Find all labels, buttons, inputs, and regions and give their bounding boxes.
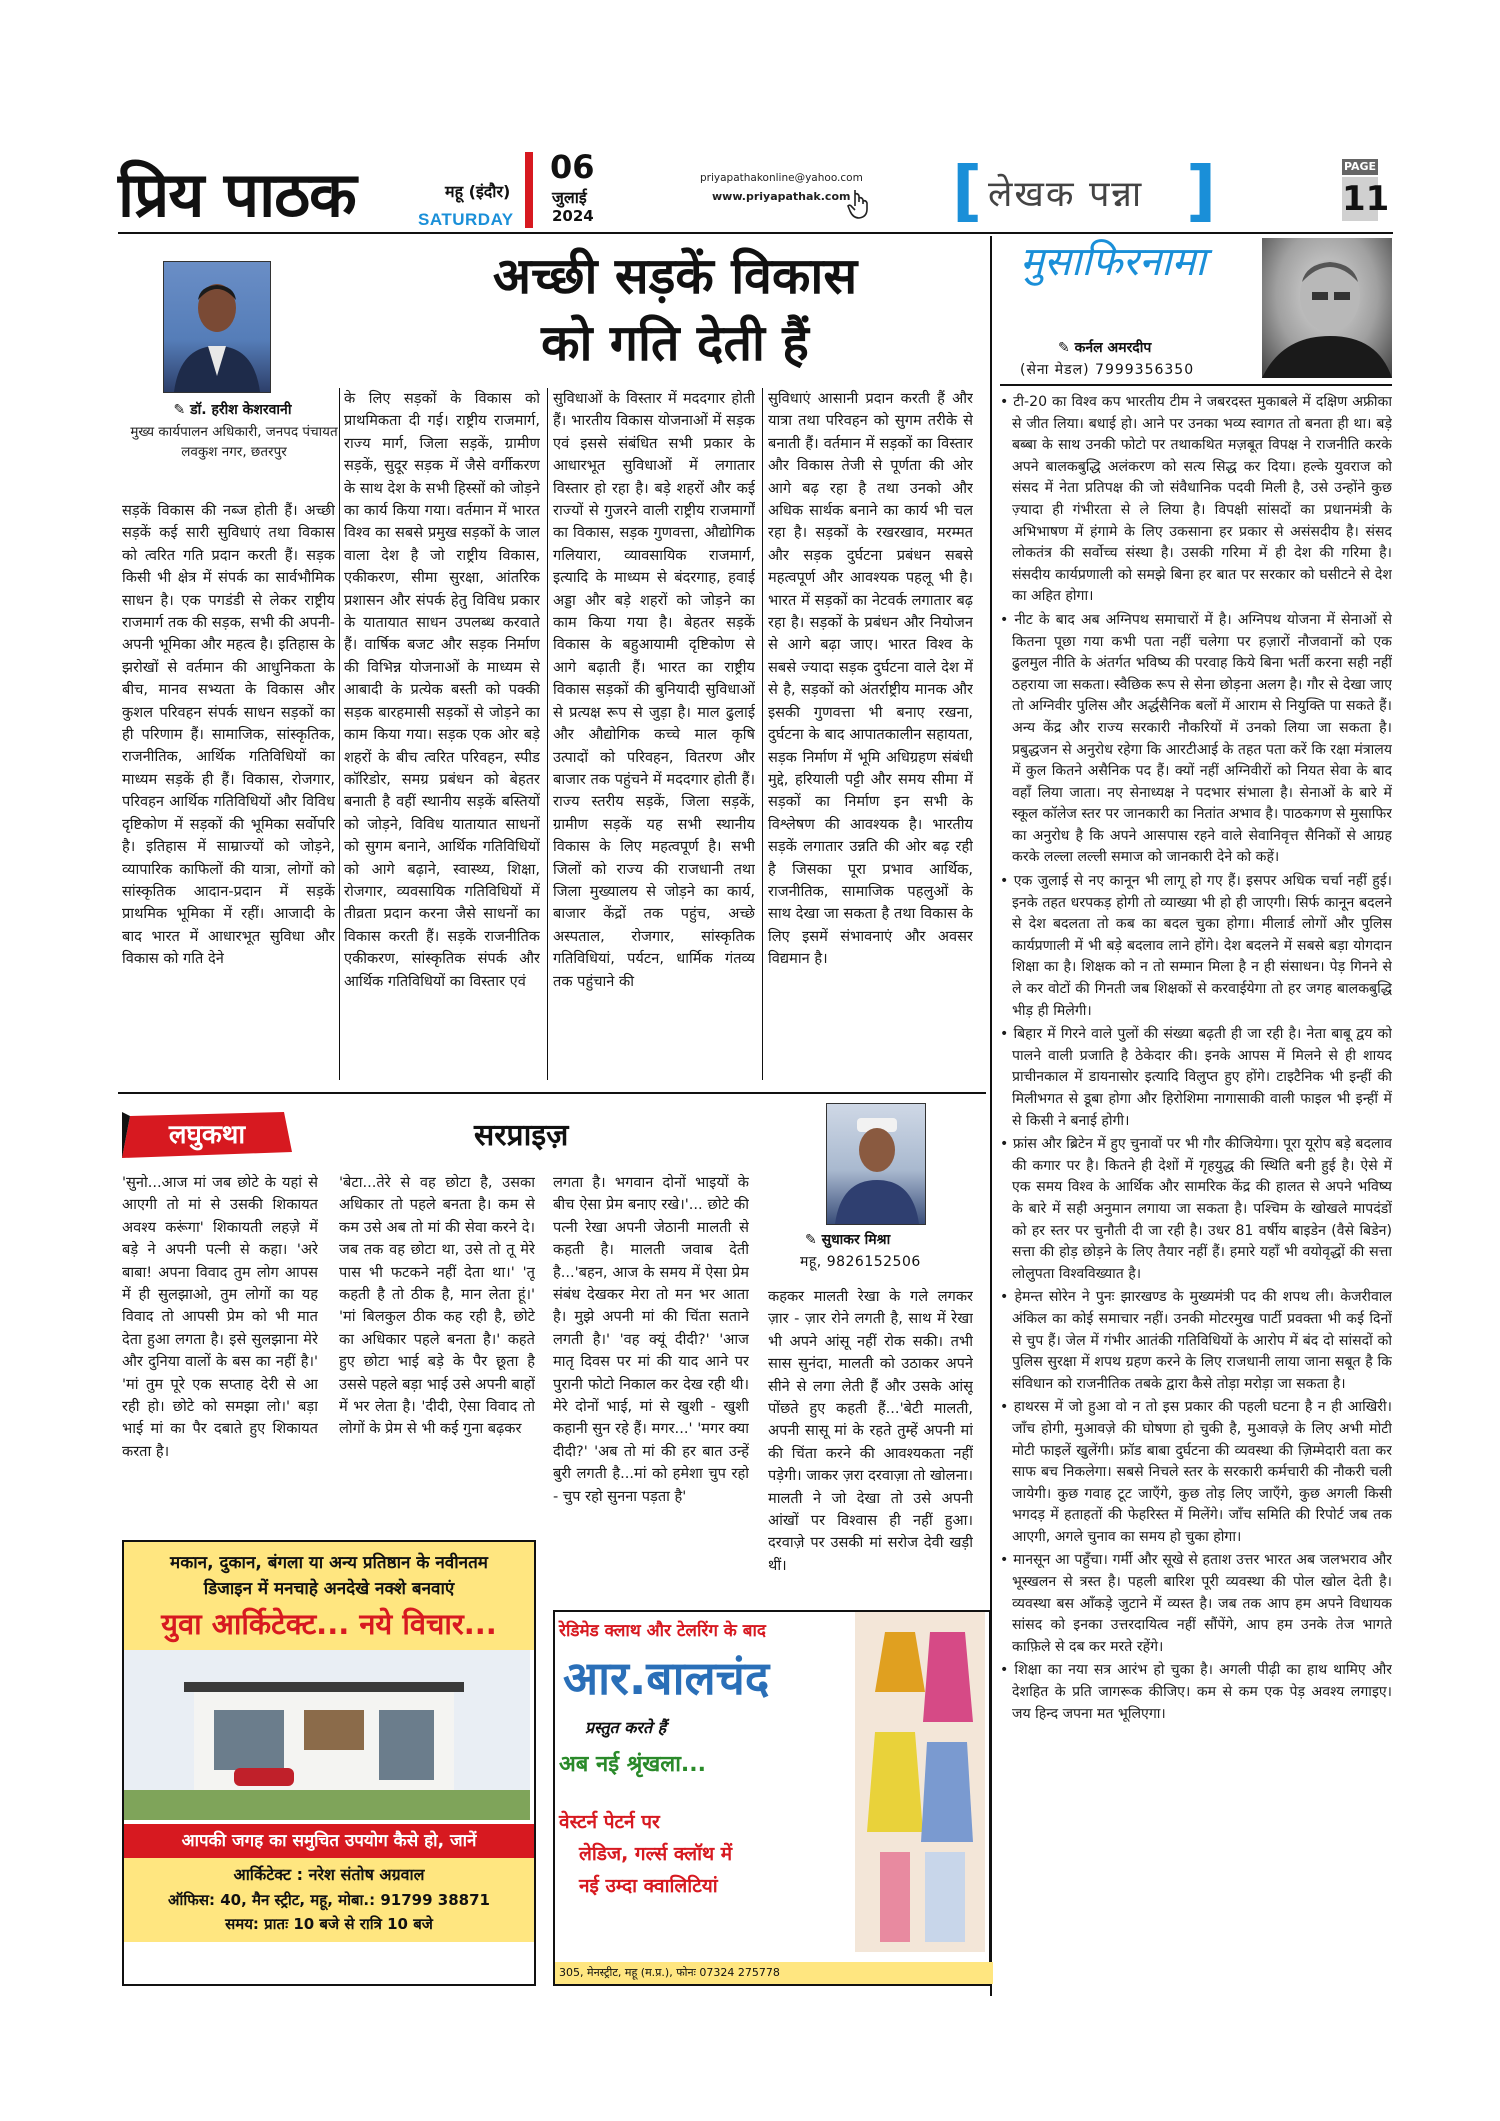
columnist-name: ✎ कर्नल अमरदीप [1058, 340, 1152, 356]
bullet-icon: • [1000, 611, 1015, 628]
article-column-4: सुविधाएं आसानी प्रदान करती हैं और यात्रा तथा परिवहन को सुगम तरीके से बनाती हैं। वर्तमान में सड़कों का विस्तार और विकास तेजी से पूर्णता की ओर आगे बढ़ रहा है तथा उनको और अधिक सार्थक बनाने का कार्य भी चल रहा है। सड़कों के रखरखाव, मरम्मत और सड़क दुर्घटना प्रबंधन सबसे महत्वपूर्ण और आवश्यक पहलू भी है। भारत में सड़कों का नेटवर्क लगातार बढ़ रहा है। सड़कों के प्रबंधन और नियोजन से आगे बढ़ा जाए। भारत विश्व के सबसे ज्यादा सड़क दुर्घटना वाले देश में से है, सड़कों को अंतर्राष्ट्रीय मानक और इसकी गुणवत्ता भी बनाए रखना, दुर्घटना के बाद आपातकालीन सहायता, सड़क निर्माण में भूमि अधिग्रहण संबंधी मुद्दे, हरियाली पट्टी और समय सीमा में सड़कों का निर्माण इन सभी के विश्लेषण की आवश्यक है। भारतीय सड़कें लगातार उन्नति की ओर बढ़ रही है जिसका पूरा प्रभाव आर्थिक, राजनीतिक, सामाजिक पहलुओं के साथ देखा जा सकता है तथा विकास के लिए इसमें संभावनाएं और अवसर विद्यमान है। [768, 390, 973, 968]
column-item-text: बिहार में गिरने वाले पुलों की संख्या बढ़ती ही जा रही है। नेता बाबू द्वय को पालने वाली प्रजाति है ठेकेदार की। इनके आपस में मिलने से ही शायद प्राचीनकाल में डायनासोर इत्यादि विलुप्त हुए होंगे। टाइटैनिक भी इन्हीं की मिलीभगत से डूबा होगा और हिरोशिमा नागासाकी वाली फाइल भी इन्हीं में से किसी ने बनाई होगी। [1012, 1026, 1392, 1129]
column-item [1000, 1287, 1392, 1395]
section-bracket-left: [ [952, 152, 983, 229]
author-name-text: डॉ. हरीश केशरवानी [190, 402, 292, 418]
masthead-rule [118, 232, 1393, 234]
column-item-text: एक जुलाई से नए कानून भी लागू हो गए हैं। इसपर अधिक चर्चा नहीं हुई। इनके तहत धरपकड़ होगी तो व्याख्या भी हो ही जाएगी। सिर्फ कानून बदलने से देश बदलता तो कब का बदल चुका होगा। मीलार्ड लोगों और पुलिस कार्यप्रणाली में भी बड़े बदलाव लाने होंगे। देश बदलने में सबसे बड़ा योगदान शिक्षा का है। शिक्षक को न तो सम्मान मिला है न ही संसाधन। पेड़ गिनने से ले कर वोटों की गिनती जब शिक्षकों से करवाईयेगा तो हर जगह बालकबुद्धि भीड़ ही मिलेगी। [1012, 873, 1392, 1019]
ad-timing: समय: प्रातः 10 बजे से रात्रि 10 बजे [225, 1915, 433, 1933]
column-item [1000, 392, 1392, 608]
column-item-text: टी-20 का विश्व कप भारतीय टीम ने जबरदस्त मुकाबले में दक्षिण अफ्रीका से जीत लिया। बधाई हो। आने पर उनका भव्य स्वागत तो बनता ही था। बड़े बब्बा के साथ उनकी फोटो पर तथाकथित मज़बूत विपक्ष ने राजनीति करके अपने बालकबुद्धि अलंकरण को सत्य सिद्ध कर दिया। हल्के युवराज को संसद में नेता प्रतिपक्ष की जो संवैधानिक पदवी मिली है, उसे उन्होंने कुछ ज़्यादा ही गंभीरता से ले लिया है। विपक्षी सांसदों का प्रधानमंत्री के अभिभाषण में हंगामे के लिए उकसाना हर प्रकार से असंसदीय है। संसद लोकतंत्र की सर्वोच्च संस्था है। उसकी गरिमा में ही देश की गरिमा है। संसदीय कार्यप्रणाली को समझे बिना हर बात पर सरकार को घसीटने से देश का अहित होगा। [1012, 394, 1392, 605]
ad-tagline: आपकी जगह का समुचित उपयोग कैसे हो, जानें [124, 1824, 534, 1858]
ad-line-1: मकान, दुकान, बंगला या अन्य प्रतिष्ठान के नवीनतम [170, 1553, 488, 1573]
cloth-ad-series: अब नई श्रृंखला... [559, 1752, 706, 1777]
column-item-text: शिक्षा का नया सत्र आरंभ हो चुका है। अगली पीढ़ी का हाथ थामिए और देशहित के प्रति जागरूक कीजिए। कम से कम एक पेड़ अवश्य लगाइए। जय हिन्द जपना मत भूलिएगा। [1012, 1662, 1392, 1722]
column-item-text: फ्रांस और ब्रिटेन में हुए चुनावों पर भी गौर कीजियेगा। पूरा यूरोप बड़े बदलाव की कगार पर है। कितने ही देशों में गृहयुद्ध की स्थिति बनी हुई है। ऐसे में एक समय विश्व के आर्थिक और सामरिक केंद्र की हालत से अपने भविष्य के बारे में सही अनुमान लगाया जा सकता है। पश्चिम के खोखले मापदंडों को हर स्तर पर चुनौती दी जा रही है। उधर 81 वर्षीय बाइडेन (वैसे बिडेन) सत्ता की होड़ छोड़ने के लिए तैयार नहीं हैं। हमारे यहाँ भी वयोवृद्धों की सत्ता लोलुपता विश्वविख्यात है। [1012, 1136, 1392, 1282]
story-column-3: लगता है। भगवान दोनों भाइयों के बीच ऐसा प्रेम बनाए रखे।'... छोटे की पत्नी रेखा अपनी जेठानी मालती से कहती है। मालती जवाब देती है...'बहन, आज के समय में ऐसा प्रेम संबंध देखकर मेरा तो मन भर आता है। मुझे अपनी मां की चिंता सताने लगती है।' 'वह क्यूं दीदी?' 'आज मातृ दिवस पर मां की याद आने पर पुरानी फोटो निकाल कर देख रही थी। मेरे दोनों भाई, मां से खुशी - खुशी कहानी सुन रहे हैं। मगर...' 'मगर क्या दीदी?' 'अब तो मां की हर बात उन्हें बुरी लगती है...मां को हमेशा चुप रहो - चुप रहो सुनना पड़ता है' [553, 1174, 749, 1505]
story-author-contact: महू, 9826152506 [800, 1254, 921, 1270]
cloth-ad-header: रेडिमेड क्लाथ और टेलरिंग के बाद [559, 1621, 766, 1641]
article-column-2: के लिए सड़कों के विकास को प्राथमिकता दी गई। राष्ट्रीय राजमार्ग, राज्य मार्ग, जिला सड़कें, ग्रामीण सड़कें, सुदूर सड़क में जैसे वर्गीकरण के साथ देश के सभी हिस्सों को जोड़ने का कार्य किया गया। वर्तमान में भारत विश्व का सबसे प्रमुख सड़कों के जाल वाला देश है जो राष्ट्रीय विकास, एकीकरण, सीमा सुरक्षा, आंतरिक प्रशासन और संपर्क हेतु विविध प्रकार के यातायात साधन उपलब्ध करवाते हैं। वार्षिक बजट और सड़क निर्माण की विभिन्न योजनाओं के माध्यम से आबादी के प्रत्येक बस्ती को पक्की सड़क बारहमासी सड़कों से जोड़ने का काम किया गया। सड़क एक ओर बड़े शहरों के बीच त्वरित परिवहन, स्पीड कॉरिडोर, समग्र प्रबंधन को बेहतर बनाती है वहीं स्थानीय सड़कें बस्तियों को जोड़ने, विविध यातायात साधनों को सुगम बनाने, आर्थिक गतिविधियों को आगे बढ़ाने, स्वास्थ्य, शिक्षा, रोजगार, व्यवसायिक गतिविधियों में तीव्रता प्रदान करना जैसे साधनों का विकास करती हैं। सड़कें राजनीतिक एकीकरण, सांस्कृतिक संपर्क और आर्थिक गतिविधियों का विस्तार एवं [344, 390, 540, 990]
bullet-icon: • [1000, 1136, 1013, 1153]
ad-brand: युवा आर्किटेक्ट... नये विचार... [161, 1607, 497, 1641]
bullet-icon: • [1000, 1399, 1014, 1416]
story-author: ✎ सुधाकर मिश्रा [805, 1232, 891, 1248]
edition-city: महू (इंदौर) [445, 182, 511, 201]
column-item [1000, 1397, 1392, 1548]
column-item-text: हेमन्त सोरेन ने पुनः झारखण्ड के मुख्यमंत्री पद की शपथ ली। केजरीवाल अंकिल का कोई समाचार नहीं। उनकी मोटरमुख पार्टी प्रवक्ता भी कई दिनों से चुप हैं। जेल में गंभीर आतंकी गतिविधियों के आरोप में बंद दो सांसदों को पुलिस सुरक्षा में शपथ ग्रहण करने के लिए राजधानी लाया जाना सबूत है कि संविधान को राजनीतिक तबके द्वारा कैसे तोड़ा मरोड़ा जा सकता है। [1012, 1289, 1392, 1392]
laghukatha-badge: लघुकथा [168, 1120, 246, 1150]
column-item [1000, 1550, 1392, 1658]
column-item [1000, 1134, 1392, 1285]
column-item [1000, 871, 1392, 1022]
column-rule [547, 388, 548, 1080]
column-title: मुसाफिरनामा [1020, 239, 1206, 285]
section-bracket-right: ] [1186, 152, 1217, 229]
cloth-ad-western-3: नई उम्दा क्वालिटियां [579, 1875, 718, 1897]
masthead-divider [525, 152, 533, 228]
author-role: मुख्य कार्यपालन अधिकारी, जनपद पंचायत लवकुश नगर, छतरपुर [130, 424, 338, 460]
cloth-store-ad[interactable] [553, 1610, 991, 1986]
page-label: PAGE [1343, 160, 1377, 173]
article-column-3: सुविधाओं के विस्तार में मददगार होती हैं। भारतीय विकास योजनाओं में सड़क एवं इससे संबंधित सभी प्रकार के आधारभूत सुविधाओं में लगातार विस्तार हो रहा है। बड़े शहरों और कई राज्यों से गुजरने वाली राष्ट्रीय राजमार्गों का विकास, सड़क गुणवत्ता, औद्योगिक गलियारा, व्यावसायिक राजमार्ग, इत्यादि के माध्यम से बंदरगाह, हवाई अड्डा और बड़े शहरों को जोड़ने का काम किया गया है। बेहतर सड़कें विकास के बहुआयामी दृष्टिकोण से आगे बढ़ाती हैं। भारत का राष्ट्रीय विकास सड़कों की बुनियादी सुविधाओं से प्रत्यक्ष रूप से जुड़ा है। माल ढुलाई और औद्योगिक कच्चे माल कृषि उत्पादों को परिवहन, वितरण और बाजार तक पहुंचने में मददगार होती हैं। राज्य स्तरीय सड़कें, जिला सड़कें, ग्रामीण सड़कें यह सभी स्थानीय विकास के लिए महत्वपूर्ण है। सभी जिलों को राज्य की राजधानी तथा जिला मुख्यालय से जोड़ने का कार्य, बाजार केंद्रों तक पहुंच, अच्छे अस्पताल, रोजगार, सांस्कृतिक गतिविधियां, पर्यटन, धार्मिक गंतव्य तक पहुंचाने की [553, 390, 755, 990]
date-month: जुलाई [552, 188, 587, 207]
story-title: सरप्राइज़ [474, 1118, 569, 1153]
architect-ad[interactable] [122, 1540, 536, 1986]
house-illustration [124, 1650, 530, 1820]
headline-line-1: अच्छी सड़कें विकास [492, 247, 858, 305]
ad-architect-name: आर्किटेक्ट : नरेश संतोष अग्रवाल [233, 1865, 425, 1884]
cloth-ad-address: 305, मेनस्ट्रीट, महू (म.प्र.), फोनः 07324 275778 [555, 1962, 993, 1984]
section-title: लेखक पन्ना [988, 174, 1144, 215]
column-item-text: नीट के बाद अब अग्निपथ समाचारों में है। अग्निपथ योजना में सेनाओं से कितना पूछा गया कभी पता नहीं चलेगा पर हज़ारों नौजवानों को एक ढुलमुल नीति के अंतर्गत भविष्य की परवाह किये बिना भर्ती करना सही नहीं ठहराया जा सकता। स्वैछिक रूप से सेना छोड़ना अलग है। गौर से देखा जाए तो अग्निवीर पुलिस और अर्द्धसैनिक बलों में आराम से नियुक्ति पा सकते हैं। अन्य केंद्र और राज्य सरकारी नौकरियों में उनको लिया जा सकता है। प्रबुद्धजन से अनुरोध रहेगा कि आरटीआई के तहत पता करें कि रक्षा मंत्रालय में कुल कितने असैनिक पद हैं। क्यों नहीं अग्निवीरों को नियत सेवा के बाद वहाँ लिया जाता। नए सेनाध्यक्ष ने पदभार संभाला है। सेनाओं के बारे में स्कूल कॉलेज स्तर पर जानकारी का नितांत अभाव है। पाठकगण से मुसाफिर का अनुरोध है कि अपने आसपास रहने वाले सेवानिवृत्त सैनिकों से आग्रह करके लल्ला लल्ली समाज को जानकारी देने को कहें। [1012, 611, 1392, 866]
article-divider [118, 1092, 986, 1094]
cloth-ad-presents: प्रस्तुत करते हैं [585, 1718, 667, 1737]
bullet-icon: • [1000, 1662, 1015, 1679]
headline-line-2: को गति देती हैं [541, 314, 809, 372]
cloth-ad-western-1: वेस्टर्न पेटर्न पर [559, 1811, 660, 1833]
column-item-text: हाथरस में जो हुआ वो न तो इस प्रकार की पहली घटना है न ही आखिरी। जाँच होगी, मुआवज़े की घोषणा हो चुकी है, मुआवज़े के लिए अभी मोटी मोटी फाइलें खुलेंगी। फ्रॉड बाबा दुर्घटना की व्यवस्था की ज़िम्मेदारी वता कर साफ बच निकलेगा। सबसे निचले स्तर के सरकारी कर्मचारी की नौकरी चली जायेगी। कुछ गवाह टूट जाएँगे, कुछ तोड़ लिए जाएँगे, कुछ अगली किसी भगदड़ में हताहतों की फेहरिस्त में मिलेंगे। जाँच समिति की रिपोर्ट जब तक आएगी, अगले चुनाव का समय हो चुका होगा। [1012, 1399, 1392, 1545]
story-column-4: कहकर मालती रेखा के गले लगकर ज़ार - ज़ार रोने लगती है, साथ में रेखा भी अपने आंसू नहीं रोक सकी। तभी सास सुनंदा, मालती को उठाकर अपने सीने से लगा लेती हैं और उसके आंसू पोंछते हुए कहती हैं...'बेटी मालती, अपनी सासू मां के रहते तुम्हें अपनी मां की चिंता करने की आवश्यकता नहीं पड़ेगी। जाकर ज़रा दरवाज़ा तो खोलना। मालती ने जो देखा तो उसे अपनी आंखों पर विश्वास ही नहीं हुआ। दरवाज़े पर उसकी मां सरोज देवी खड़ी थीं। [768, 1288, 973, 1574]
weekday: SATURDAY [418, 210, 514, 229]
email-address[interactable]: priyapathakonline@yahoo.com [700, 172, 863, 184]
bullet-icon: • [1000, 1289, 1015, 1306]
column-items [1000, 392, 1392, 1982]
ad-office: ऑफिस: 40, मैन स्ट्रीट, महू, मोबा.: 91799 38871 [168, 1891, 490, 1909]
pointer-hand-icon [846, 188, 874, 220]
bullet-icon: • [1000, 873, 1014, 890]
columnist-name-text: कर्नल अमरदीप [1074, 340, 1152, 356]
date-year: 2024 [552, 207, 594, 225]
article-column-1: सड़कें विकास की नब्ज होती हैं। अच्छी सड़कें कई सारी सुविधाएं तथा विकास को त्वरित गति प्रदान करती हैं। सड़क किसी भी क्षेत्र में संपर्क का सार्वभौमिक साधन है। एक पगडंडी से लेकर राष्ट्रीय राजमार्ग तक की सड़क, सभी की अपनी-अपनी भूमिका और महत्व है। इतिहास के झरोखों से वर्तमान की आधुनिकता के बीच, मानव सभ्यता के विकास और कुशल परिवहन संपर्क साधन सड़कों का ही परिणाम हैं। सामाजिक, सांस्कृतिक, राजनीतिक, आर्थिक गतिविधियों का माध्यम सड़कें ही हैं। विकास, रोजगार, परिवहन आर्थिक गतिविधियों और विविध दृष्टिकोण में सड़कों की भूमिका सर्वोपरि है। इतिहास में साम्राज्यों को जोड़ने, व्यापारिक काफिलों की यात्रा, लोगों को सांस्कृतिक आदान-प्रदान में सड़कें प्राथमिक भूमिका में रहीं। आजादी के बाद भारत में आधारभूत सुविधा और विकास को गति देने [122, 502, 335, 968]
column-rule [339, 388, 340, 1080]
bullet-icon: • [1000, 394, 1014, 410]
column-header-rule [1000, 384, 1392, 386]
newspaper-logo: प्रिय पाठक [118, 158, 356, 231]
column-item [1000, 1024, 1392, 1132]
story-author-photo [826, 1103, 926, 1225]
date-number: 06 [550, 148, 595, 186]
story-column-1: 'सुनो...आज मां जब छोटे के यहां से आएगी तो मां से उसकी शिकायत अवश्य करूंगा' शिकायती लहज़े में बड़े ने अपनी पत्नी से कहा। 'अरे बाबा! अपना विवाद तुम लोग आपस में ही सुलझाओ, तुम लोगों का यह विवाद तो आपसी प्रेम को भी मात देता हुआ लगता है। इसे सुलझाना मेरे और दुनिया वालों के बस का नहीं है।' 'मां तुम पूरे एक सप्ताह देरी से आ रही हो। छोटे को समझा लो।' बड़ा भाई मां का पैर दबाते हुए शिकायत करता है। [122, 1174, 318, 1460]
column-item [1000, 1660, 1392, 1725]
website-link[interactable]: www.priyapathak.com [712, 190, 851, 203]
bullet-icon: • [1000, 1552, 1014, 1569]
columnist-contact: (सेना मेडल) 7999356350 [1020, 362, 1195, 378]
story-author-text: सुधाकर मिश्रा [821, 1232, 891, 1248]
column-rule [762, 388, 763, 1080]
story-column-2: 'बेटा...तेरे से वह छोटा है, उसका अधिकार तो पहले बनता है। कम से कम उसे अब तो मां की सेवा करने दे। जब तक वह छोटा था, उसे तो तू मेरे पास भी फटकने नहीं देता था।' 'तू कहती है तो ठीक है, मान लेता हूं।' 'मां बिलकुल ठीक कह रही है, छोटे का अधिकार पहले बनता है।' कहते हुए छोटा भाई बड़े के पैर छूता है उससे पहले बड़ा भाई उसे अपनी बाहों में भर लेता है। 'दीदी, ऐसा विवाद तो लोगों के प्रेम से भी कई गुना बढ़कर [339, 1174, 535, 1438]
author-photo [163, 261, 271, 393]
column-item [1000, 610, 1392, 869]
ad-line-2: डिजाइन में मनचाहे अनदेखे नक्शे बनवाएं [203, 1579, 455, 1599]
page-number: 11 [1342, 179, 1390, 219]
columnist-portrait [1262, 238, 1392, 378]
cloth-ad-western-2: लेडिज, गर्ल्स क्लॉथ में [579, 1843, 733, 1865]
column-item-text: मानसून आ पहुँचा। गर्मी और सूखे से हताश उत्तर भारत अब जलभराव और भूस्खलन से त्रस्त है। पहली बारिश पूरी व्यवस्था की पोल खोल देती है। व्यवस्था बस आँकड़े जुटाने में व्यस्त है। जब तक आप हम अपने विधायक सांसद को इनका उत्तरदायित्व नहीं सौंपेंगे, आप हम उनके तेज भागते काफ़िले से दब कर मरते रहेंगे। [1012, 1552, 1392, 1655]
author-name: ✎ डॉ. हरीश केशरवानी [173, 402, 292, 418]
clothing-illustration [855, 1612, 985, 1952]
cloth-ad-brand: आर.बालचंद [563, 1651, 770, 1705]
bullet-icon: • [1000, 1026, 1014, 1043]
